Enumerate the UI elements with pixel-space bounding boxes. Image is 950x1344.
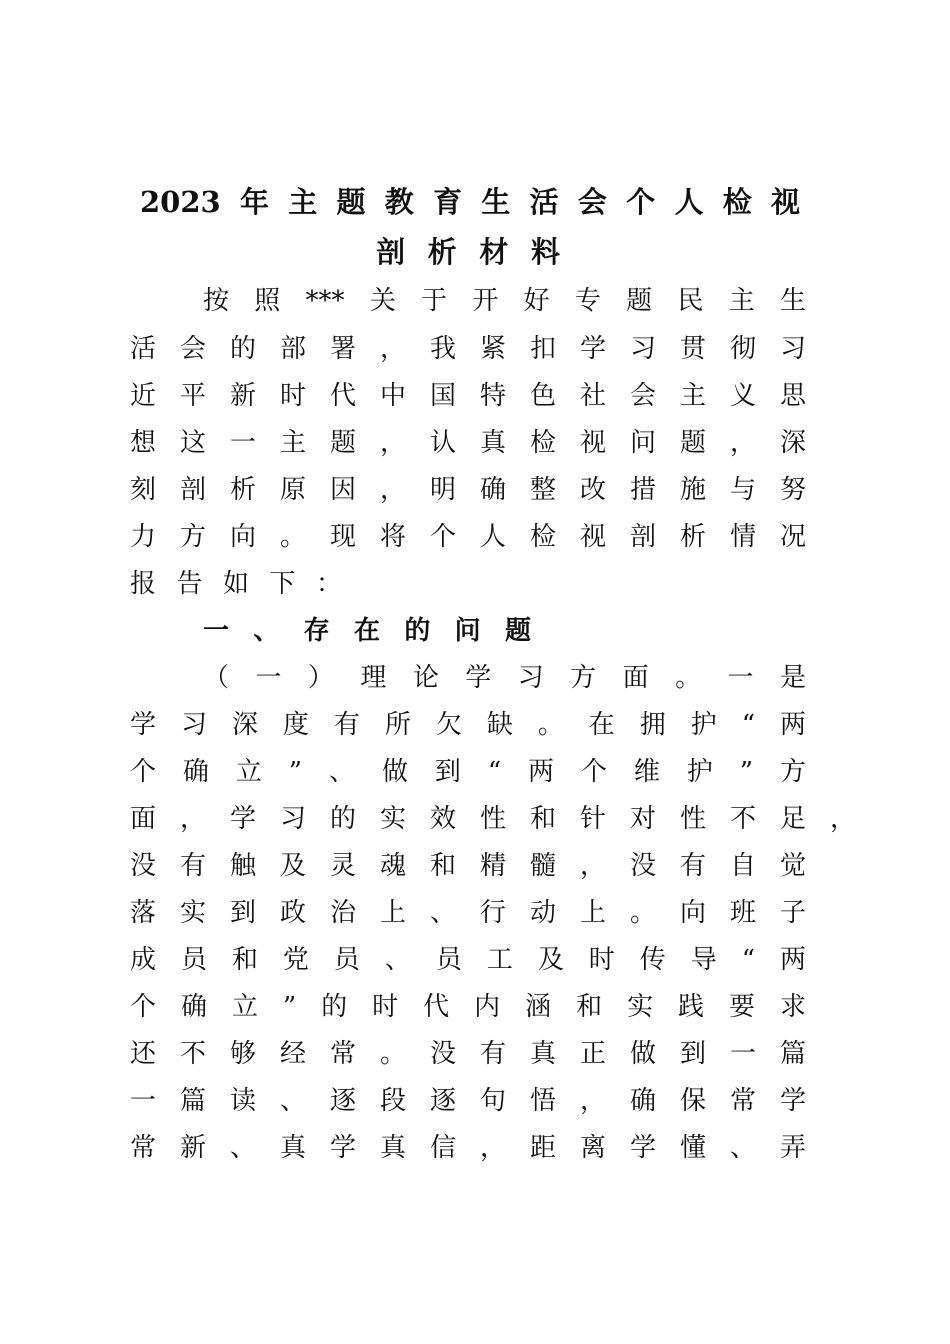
body-line: 想这一主题，认真检视问题，深: [130, 428, 806, 458]
body-line: 活会的部署，我紧扣学习贯彻习: [130, 334, 806, 364]
body-line: 面，学习的实效性和针对性不足: [130, 804, 806, 834]
document-title-line-1: 2023年主题教育生活会个人检视: [140, 185, 800, 219]
body-line: 近平新时代中国特色社会主义思: [130, 381, 806, 411]
body-line: 常新、真学真信，距离学懂、弄: [130, 1133, 806, 1163]
body-line: 一篇读、逐段逐句悟，确保常学: [130, 1086, 806, 1116]
body-line: 力方向。现将个人检视剖析情况: [130, 522, 806, 552]
body-line: 学习深度有所欠缺。在拥护“两: [130, 710, 806, 740]
body-line: 报告如下：: [130, 569, 342, 599]
body-line: 还不够经常。没有真正做到一篇: [130, 1039, 806, 1069]
body-line: 落实到政治上、行动上。向班子: [130, 898, 806, 928]
section-heading: 一、存在的问题: [203, 616, 531, 646]
body-line: 成员和党员、员工及时传导“两: [130, 945, 806, 975]
body-line: 个确立”、做到“两个维护”方: [130, 757, 806, 787]
body-line: 刻剖析原因，明确整改措施与努: [130, 475, 806, 505]
body-line: 个确立”的时代内涵和实践要求: [130, 992, 806, 1022]
trailing-comma: ，: [830, 804, 857, 834]
document-title-line-2: 剖析材料: [376, 235, 560, 269]
subsection-line: （一）理论学习方面。一是: [203, 663, 806, 693]
body-line: 按照***关于开好专题民主生: [203, 286, 806, 316]
body-line: 没有触及灵魂和精髓，没有自觉: [130, 851, 806, 881]
